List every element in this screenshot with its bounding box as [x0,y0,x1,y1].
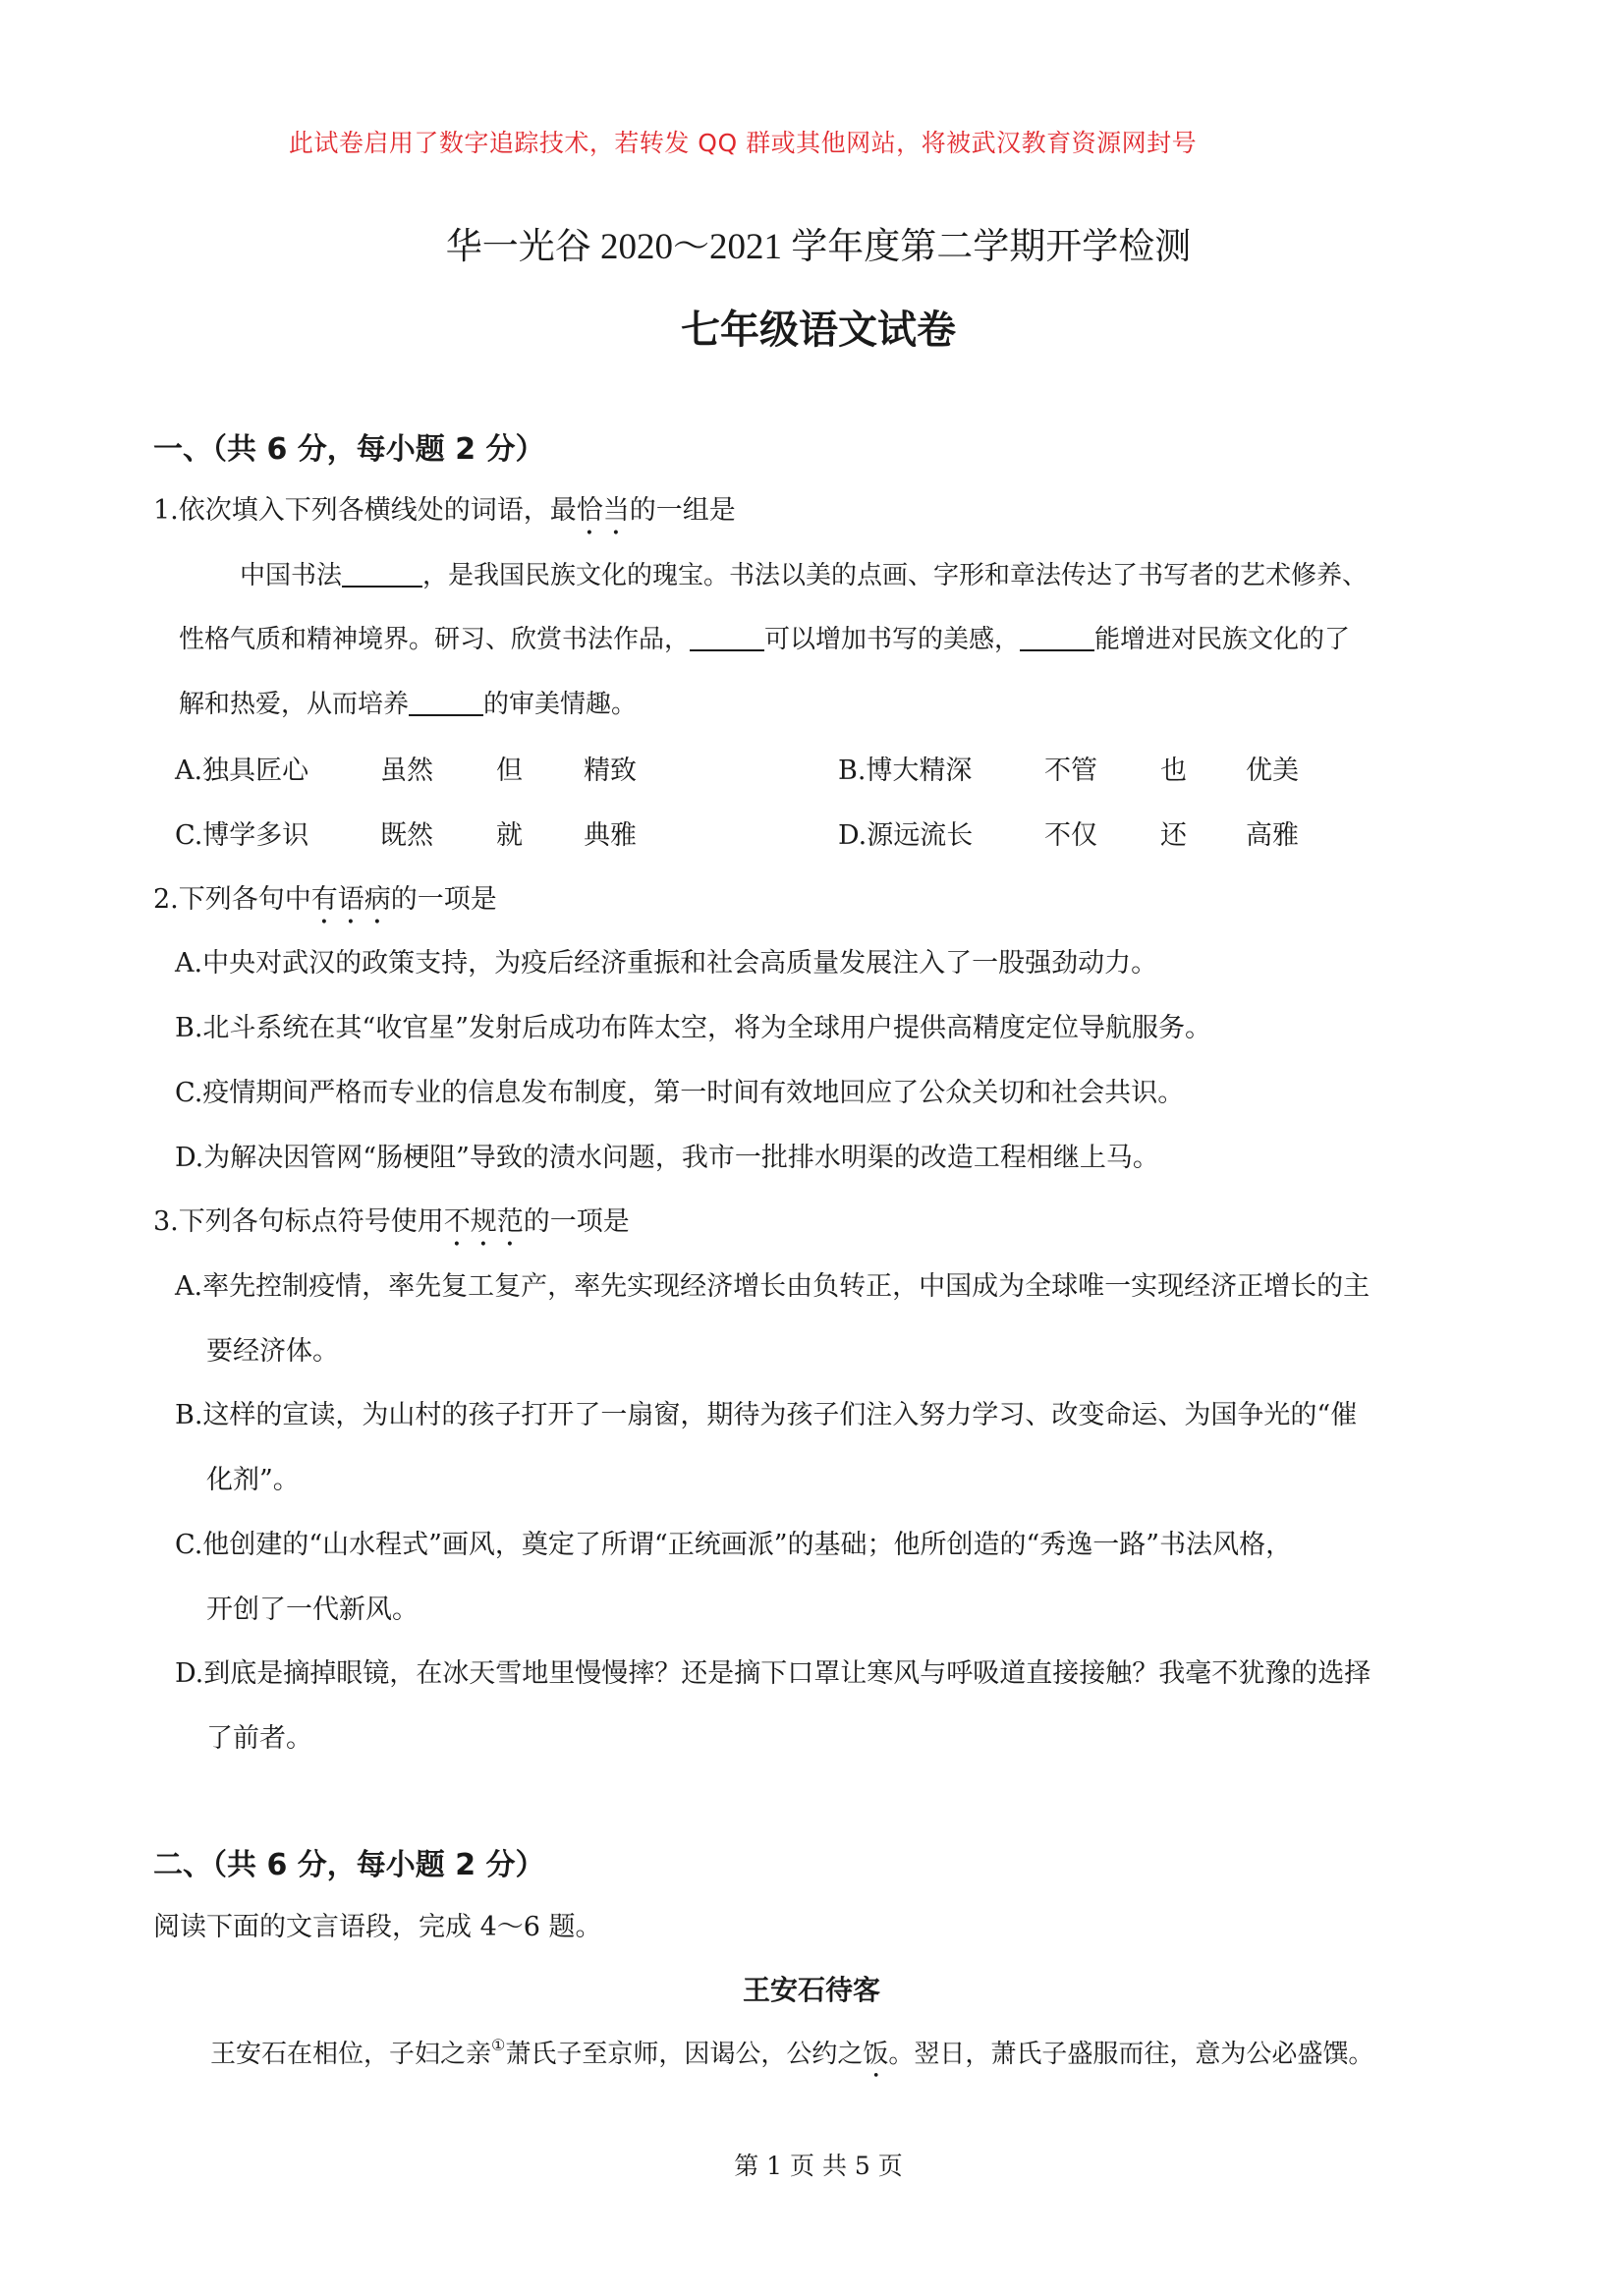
q1-passage-line2 [179,619,1350,655]
exam-title: 华一光谷 2020～2021 学年度第二学期开学检测 [445,227,1192,267]
q1-passage-text: 的审美情趣。 [483,690,638,719]
q1-passage-text: 中国书法 [240,561,343,590]
section1-heading: 一、（共 6 分，每小题 2 分） [153,432,545,467]
q2-stem [153,877,497,930]
q1-blank-3[interactable] [1020,624,1094,651]
q1-option-b-word: 优美 [1246,756,1299,786]
passage-text: 王安石在相位，子妇之亲 [210,2040,492,2069]
q1-option-c-word: 既然 [380,820,433,851]
q3-stem [153,1200,630,1253]
passage-text: 萧氏子至京师，因谒公，公约之 [505,2040,864,2069]
passage-title: 王安石待客 [742,1974,880,2006]
q1-option-b-word: 不管 [1044,756,1097,786]
q1-passage-text: 解和热爱，从而培养 [179,690,410,719]
exam-subtitle: 七年级语文试卷 [681,308,956,353]
q1-option-c-word: 就 [496,820,523,851]
section2-heading: 二、（共 6 分，每小题 2 分） [153,1848,545,1882]
q2-stem-emphasis: 有语病 [310,884,391,915]
passage-line1 [210,2034,1373,2084]
q2-option-a[interactable]: A.中央对武汉的政策支持，为疫后经济重振和社会高质量发展注入了一股强劲动力。 [175,948,1158,979]
q1-option-a-word: 但 [496,756,523,786]
q1-passage-text: 能增进对民族文化的了 [1094,625,1351,654]
q3-stem-pre: 3.下列各句标点符号使用 [153,1206,444,1237]
q3-option-a[interactable]: A.率先控制疫情，率先复工复产，率先实现经济增长由负转正，中国成为全球唯一实现经济正增长的主 [175,1271,1371,1302]
q1-option-a-word[interactable]: A.独具匠心 [175,756,309,786]
q1-passage-text: ，是我国民族文化的瑰宝。书法以美的点画、字形和章法传达了书写者的艺术修养、 [422,561,1369,590]
q3-option-a-cont: 要经济体。 [206,1336,339,1367]
q1-option-a-word: 精致 [584,756,637,786]
q2-option-c[interactable]: C.疫情期间严格而专业的信息发布制度，第一时间有效地回应了公众关切和社会共识。 [175,1078,1185,1108]
q3-option-c-cont: 开创了一代新风。 [206,1595,419,1625]
q1-passage-text: 可以增加书写的美感， [764,625,1021,654]
q1-passage-line3 [179,684,637,720]
q1-option-b-word[interactable]: B.博大精深 [838,756,973,786]
q1-passage-text: 性格气质和精神境界。研习、欣赏书法作品， [179,625,691,654]
q3-option-c[interactable]: C.他创建的“山水程式”画风，奠定了所谓“正统画派”的基础；他所创造的“秀逸一路”书法风格， [175,1530,1293,1560]
q2-option-b[interactable]: B.北斗系统在其“收官星”发射后成功布阵太空，将为全球用户提供高精度定位导航服务。 [175,1013,1212,1043]
q3-stem-emphasis: 不规范 [443,1206,524,1237]
q2-stem-pre: 2.下列各句中 [153,884,311,915]
q1-option-d-word: 还 [1160,820,1187,851]
passage-emphasis: 饭 [863,2040,889,2069]
q2-stem-post: 的一项是 [390,884,497,915]
q1-stem-emphasis: 恰当 [576,495,630,526]
q1-stem [153,488,736,541]
q3-option-b-cont: 化剂”。 [206,1465,300,1495]
q3-option-d-cont: 了前者。 [206,1723,312,1754]
q1-option-c-word: 典雅 [584,820,637,851]
q3-option-b[interactable]: B.这样的宣读，为山村的孩子打开了一扇窗，期待为孩子们注入努力学习、改变命运、为国争光的“催 [175,1400,1358,1430]
q1-option-c-word[interactable]: C.博学多识 [175,820,309,851]
q1-stem-post: 的一组是 [629,495,736,526]
q1-stem-pre: 1.依次填入下列各横线处的词语，最 [153,495,577,526]
q1-passage-line1 [240,555,1368,591]
anti-forwarding-warning: 此试卷启用了数字追踪技术，若转发 QQ 群或其他网站，将被武汉教育资源网封号 [288,129,1198,157]
q1-option-b-word: 也 [1160,756,1187,786]
section2-intro: 阅读下面的文言语段，完成 4～6 题。 [153,1912,602,1942]
q3-option-d[interactable]: D.到底是摘掉眼镜，在冰天雪地里慢慢摔？还是摘下口罩让寒风与呼吸道直接接触？我毫不犹豫的选择 [175,1658,1371,1689]
q1-blank-4[interactable] [409,689,483,716]
q1-blank-2[interactable] [690,624,764,651]
q1-option-d-word[interactable]: D.源远流长 [838,820,974,851]
q1-blank-1[interactable] [342,560,422,588]
page-footer: 第 1 页 共 5 页 [734,2152,903,2180]
q1-option-a-word: 虽然 [380,756,433,786]
q1-option-d-word: 不仅 [1044,820,1097,851]
passage-text: 。翌日，萧氏子盛服而往，意为公必盛馔。 [888,2040,1374,2069]
q2-option-d[interactable]: D.为解决因管网“肠梗阻”导致的渍水问题，我市一批排水明渠的改造工程相继上马。 [175,1143,1159,1173]
footnote-marker: ① [491,2036,506,2054]
q1-option-d-word: 高雅 [1246,820,1299,851]
q3-stem-post: 的一项是 [523,1206,630,1237]
